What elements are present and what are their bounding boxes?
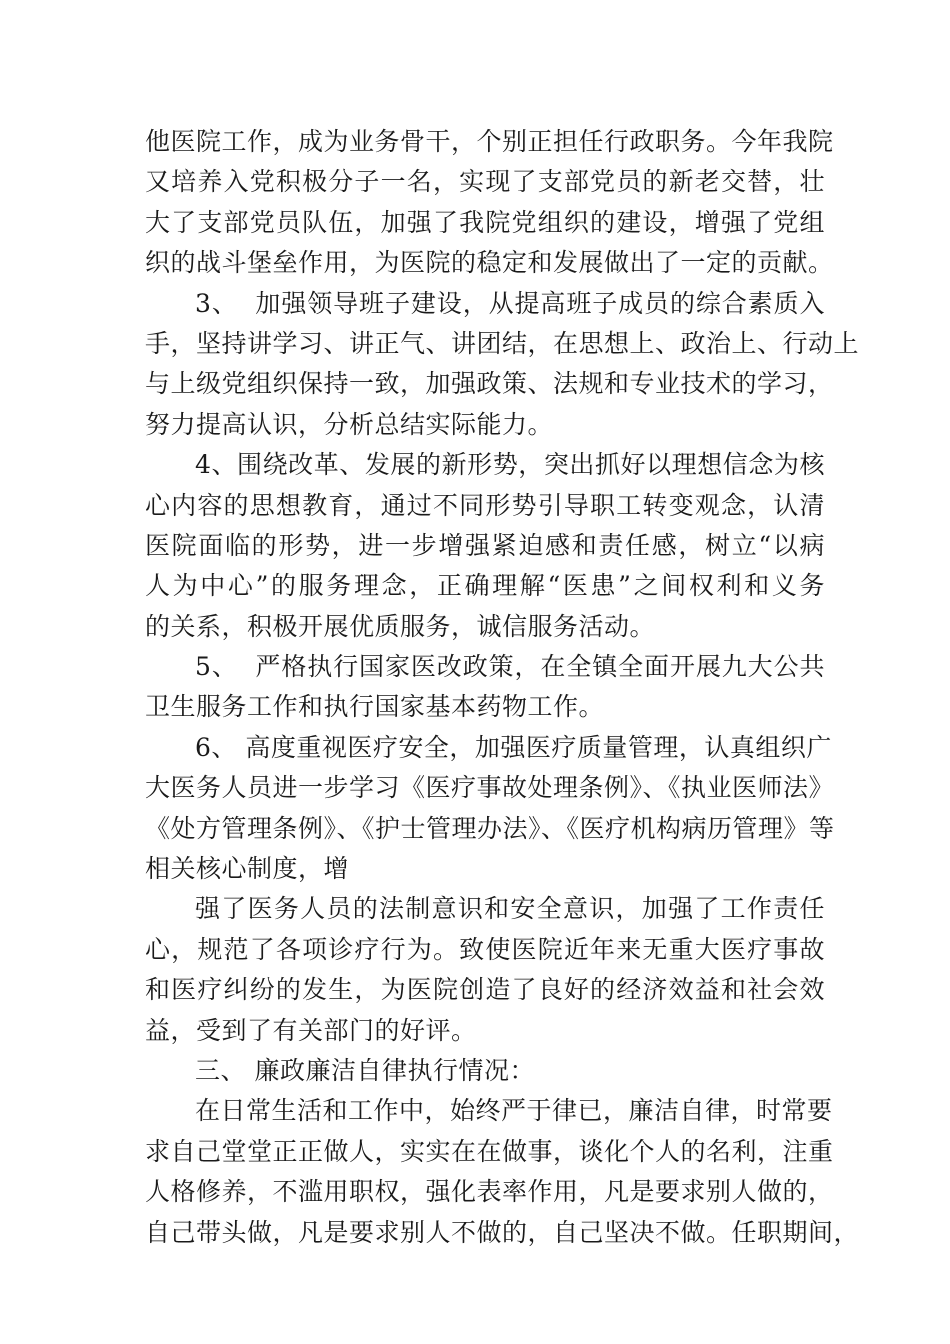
text-line: 的关系，积极开展优质服务，诚信服务活动。: [145, 611, 656, 641]
text-line: 大了支部党员队伍，加强了我院党组织的建设，增强了党组: [145, 207, 825, 237]
text-line: 和医疗纠纷的发生，为医院创造了良好的经济效益和社会效: [145, 975, 825, 1005]
text-line: 相关核心制度，增: [145, 854, 350, 884]
text-line: 在日常生活和工作中，始终严于律已，廉洁自律，时常要: [195, 1096, 833, 1126]
text-line: 强了医务人员的法制意识和安全意识，加强了工作责任: [195, 894, 825, 924]
text-line: 3、 加强领导班子建设，从提高班子成员的综合素质入: [195, 288, 825, 318]
text-line: 医院面临的形势，进一步增强紧迫感和责任感，树立“以病: [145, 530, 825, 560]
text-line: 织的战斗堡垒作用，为医院的稳定和发展做出了一定的贡献。: [145, 248, 834, 278]
document-body: [145, 122, 860, 1253]
text-line: 与上级党组织保持一致，加强政策、法规和专业技术的学习，: [145, 369, 834, 399]
text-line: 求自己堂堂正正做人，实实在在做事，谈化个人的名利，注重: [145, 1136, 834, 1166]
text-line: 心，规范了各项诊疗行为。致使医院近年来无重大医疗事故: [145, 934, 825, 964]
text-line: 大医务人员进一步学习《医疗事故处理条例》、《执业医师法》: [145, 773, 835, 803]
text-line: 他医院工作，成为业务骨干，个别正担任行政职务。今年我院: [145, 127, 834, 156]
text-line: 5、 严格执行国家医改政策，在全镇全面开展九大公共: [195, 652, 825, 682]
text-line: 卫生服务工作和执行国家基本药物工作。: [145, 692, 605, 722]
text-line: 6、 高度重视医疗安全，加强医疗质量管理，认真组织广: [195, 732, 832, 762]
text-line: 人格修养，不滥用职权，强化表率作用，凡是要求别人做的，: [145, 1177, 834, 1207]
text-line: 人为中心”的服务理念，正确理解“医患”之间权利和义务: [145, 571, 825, 601]
text-line: 4、围绕改革、发展的新形势，突出抓好以理想信念为核: [195, 450, 825, 480]
text-line: 心内容的思想教育，通过不同形势引导职工转变观念，认清: [145, 490, 825, 520]
text-line: 手，坚持讲学习、讲正气、讲团结，在思想上、政治上、行动上: [145, 328, 860, 358]
text-line: 三、 廉政廉洁自律执行情况：: [195, 1055, 535, 1085]
text-line: 益，受到了有关部门的好评。: [145, 1015, 477, 1045]
text-line: 《处方管理条例》、《护士管理办法》、《医疗机构病历管理》等: [145, 813, 835, 843]
text-line: 努力提高认识，分析总结实际能力。: [145, 409, 554, 439]
text-line: 自己带头做，凡是要求别人不做的，自己坚决不做。任职期间，: [145, 1217, 860, 1247]
text-line: 又培养入党积极分子一名，实现了支部党员的新老交替，壮: [145, 167, 825, 197]
